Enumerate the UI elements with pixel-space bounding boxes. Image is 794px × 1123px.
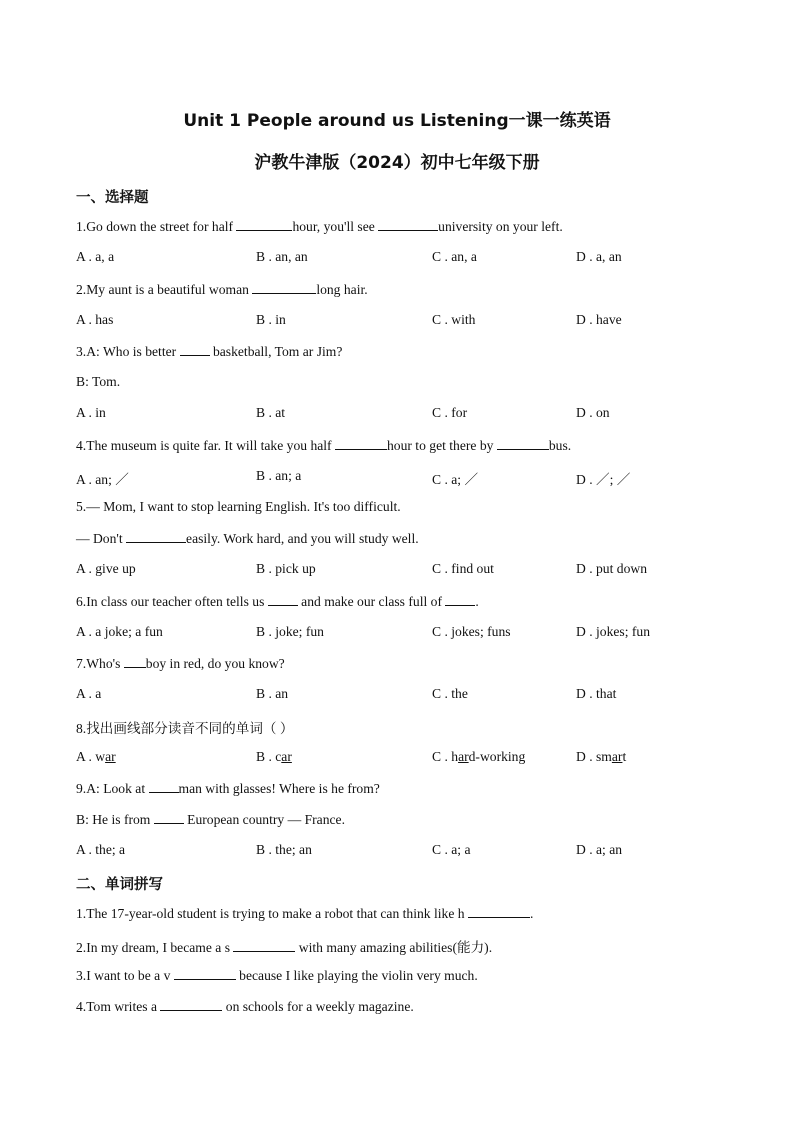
question-9-options bbox=[0, 842, 794, 862]
answer-blank[interactable] bbox=[180, 343, 210, 356]
question-2: 2.My aunt is a beautiful woman long hair. bbox=[76, 282, 368, 297]
question-9-reply: B: He is from European country — France. bbox=[76, 812, 345, 827]
underlined-letters: ar bbox=[611, 749, 623, 764]
answer-blank[interactable] bbox=[160, 998, 222, 1011]
question-7: 7.Who's boy in red, do you know? bbox=[76, 656, 285, 671]
answer-blank[interactable] bbox=[497, 437, 549, 450]
answer-blank[interactable] bbox=[252, 281, 316, 294]
underlined-letters: ar bbox=[281, 749, 292, 764]
option-b[interactable]: B . an, an bbox=[256, 249, 308, 264]
underlined-letters: ar bbox=[105, 749, 116, 764]
question-5-reply: — Don't easily. Work hard, and you will study well. bbox=[76, 531, 419, 546]
question-3-answer-line: B: Tom. bbox=[76, 374, 121, 389]
option-c[interactable]: C . with bbox=[432, 312, 476, 327]
option-b[interactable]: B . an bbox=[256, 686, 289, 701]
option-a[interactable]: A . the; a bbox=[76, 842, 126, 857]
option-c[interactable]: C . an, a bbox=[432, 249, 477, 264]
option-c[interactable]: C . a; a bbox=[432, 842, 471, 857]
option-c[interactable]: C . hard-working bbox=[432, 749, 526, 764]
option-b[interactable]: B . in bbox=[256, 312, 286, 327]
answer-blank[interactable] bbox=[149, 780, 179, 793]
page-title: Unit 1 People around us Listening一课一练英语 bbox=[183, 111, 611, 131]
option-a[interactable]: A . has bbox=[76, 312, 114, 327]
option-a[interactable]: A . give up bbox=[76, 561, 136, 576]
option-d[interactable]: D . put down bbox=[576, 561, 647, 576]
question-8: 8.找出画线部分读音不同的单词（ ） bbox=[76, 721, 294, 736]
answer-blank[interactable] bbox=[268, 593, 298, 606]
question-8-options bbox=[0, 749, 794, 769]
option-b[interactable]: B . at bbox=[256, 405, 286, 420]
answer-blank[interactable] bbox=[154, 811, 184, 824]
option-d[interactable]: D . have bbox=[576, 312, 622, 327]
option-b[interactable]: B . an; a bbox=[256, 468, 302, 483]
option-d[interactable]: D . a; an bbox=[576, 842, 623, 857]
question-4-options bbox=[0, 468, 794, 488]
answer-blank[interactable] bbox=[236, 218, 292, 231]
question-4: 4.The museum is quite far. It will take you half hour to get there by bus. bbox=[76, 438, 572, 453]
option-b[interactable]: B . joke; fun bbox=[256, 624, 324, 639]
question-6: 6.In class our teacher often tells us and make our class full of . bbox=[76, 594, 479, 609]
option-a[interactable]: A . a joke; a fun bbox=[76, 624, 163, 639]
section-heading-multiple-choice: 一、选择题 bbox=[76, 190, 149, 206]
option-c[interactable]: C . a; ／ bbox=[432, 472, 479, 487]
answer-blank[interactable] bbox=[126, 530, 186, 543]
option-d[interactable]: D . that bbox=[576, 686, 617, 701]
option-c[interactable]: C . the bbox=[432, 686, 468, 701]
question-6-options bbox=[0, 624, 794, 644]
answer-blank[interactable] bbox=[124, 655, 146, 668]
question-1-options bbox=[0, 249, 794, 269]
option-a[interactable]: A . a bbox=[76, 686, 102, 701]
option-d[interactable]: D . on bbox=[576, 405, 610, 420]
answer-blank[interactable] bbox=[233, 939, 295, 952]
option-a[interactable]: A . in bbox=[76, 405, 106, 420]
question-9: 9.A: Look at man with glasses! Where is he from? bbox=[76, 781, 380, 796]
underlined-letters: ar bbox=[458, 749, 469, 764]
question-3-options bbox=[0, 405, 794, 425]
question-7-options bbox=[0, 686, 794, 706]
option-c[interactable]: C . jokes; funs bbox=[432, 624, 511, 639]
answer-blank[interactable] bbox=[468, 905, 530, 918]
option-d[interactable]: D . jokes; fun bbox=[576, 624, 651, 639]
option-c[interactable]: C . find out bbox=[432, 561, 494, 576]
spelling-1: 1.The 17-year-old student is trying to make a robot that can think like h . bbox=[76, 906, 534, 921]
answer-blank[interactable] bbox=[445, 593, 475, 606]
option-b[interactable]: B . the; an bbox=[256, 842, 312, 857]
spelling-3: 3.I want to be a v because I like playing the violin very much. bbox=[76, 968, 478, 983]
answer-blank[interactable] bbox=[335, 437, 387, 450]
option-d[interactable]: D . ／; ／ bbox=[576, 472, 631, 487]
option-a[interactable]: A . a, a bbox=[76, 249, 115, 264]
question-3: 3.A: Who is better basketball, Tom ar Jim? bbox=[76, 344, 343, 359]
question-5-options bbox=[0, 561, 794, 581]
section-heading-spelling: 二、单词拼写 bbox=[76, 877, 163, 893]
answer-blank[interactable] bbox=[174, 967, 236, 980]
option-b[interactable]: B . pick up bbox=[256, 561, 316, 576]
spelling-4: 4.Tom writes a on schools for a weekly magazine. bbox=[76, 999, 414, 1014]
question-5: 5.— Mom, I want to stop learning English. It's too difficult. bbox=[76, 499, 401, 514]
page-subtitle: 沪教牛津版（2024）初中七年级下册 bbox=[254, 153, 540, 173]
spelling-2: 2.In my dream, I became a s with many amazing abilities(能力). bbox=[76, 940, 493, 955]
option-d[interactable]: D . a, an bbox=[576, 249, 622, 264]
option-b[interactable]: B . car bbox=[256, 749, 292, 764]
answer-blank[interactable] bbox=[378, 218, 438, 231]
option-d[interactable]: D . smart bbox=[576, 749, 627, 764]
option-c[interactable]: C . for bbox=[432, 405, 468, 420]
question-1: 1.Go down the street for half hour, you'll see university on your left. bbox=[76, 219, 563, 234]
option-a[interactable]: A . an; ／ bbox=[76, 472, 129, 487]
option-a[interactable]: A . war bbox=[76, 749, 116, 764]
question-2-options bbox=[0, 312, 794, 332]
